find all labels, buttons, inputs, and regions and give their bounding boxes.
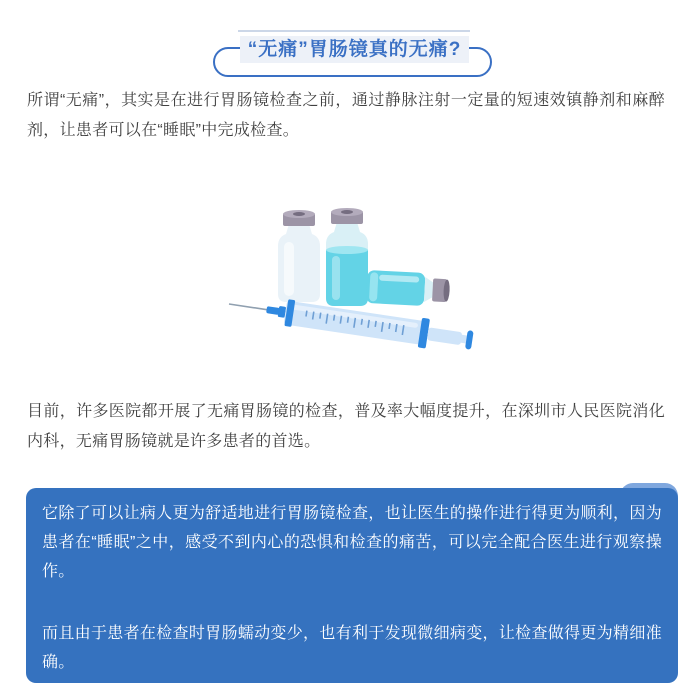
highlight-paragraph-1: 它除了可以让病人更为舒适地进行胃肠镜检查，也让医生的操作进行得更为顺利，因为患者在“睡眠”之中，感受不到内心的恐惧和检查的痛苦，可以完全配合医生进行观察操作。 bbox=[42, 505, 662, 580]
vial-lying bbox=[366, 270, 451, 307]
intro-paragraph: 所谓“无痛”，其实是在进行胃肠镜检查之前，通过静脉注射一定量的短速效镇静剂和麻醉剂，让患者可以在“睡眠”中完成检查。 bbox=[27, 92, 665, 139]
page-title: “无痛”胃肠镜真的无痛? bbox=[240, 36, 469, 63]
highlight-paragraph-2: 而且由于患者在检查时胃肠蠕动变少，也有利于发现微细病变，让检查做得更为精细准确。 bbox=[42, 625, 662, 671]
current-status-paragraph: 目前，许多医院都开展了无痛胃肠镜的检查，普及率大幅度提升，在深圳市人民医院消化内科，无痛胃肠镜就是许多患者的首选。 bbox=[27, 403, 665, 450]
vial-middle bbox=[326, 208, 368, 306]
vials-and-syringe-illustration bbox=[215, 192, 485, 357]
title-top-divider bbox=[238, 30, 470, 32]
vial-left bbox=[278, 210, 320, 302]
highlight-box bbox=[26, 488, 678, 683]
